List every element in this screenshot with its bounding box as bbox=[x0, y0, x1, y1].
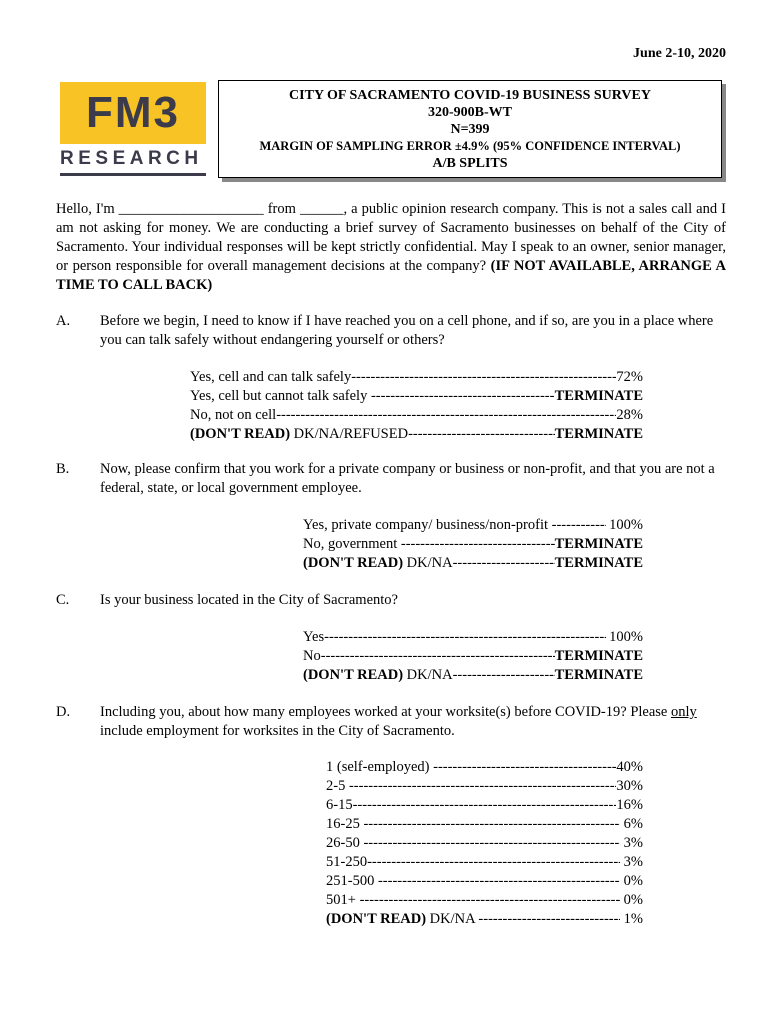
response-leader bbox=[371, 387, 555, 406]
response-leader bbox=[367, 853, 620, 872]
response-row bbox=[303, 647, 643, 666]
response-value: 0% bbox=[620, 873, 643, 889]
response-row bbox=[326, 891, 643, 910]
response-row bbox=[326, 853, 643, 872]
response-row bbox=[190, 406, 643, 425]
response-value: TERMINATE bbox=[554, 648, 643, 664]
response-label: 501+ bbox=[326, 892, 360, 908]
question-text bbox=[100, 703, 726, 741]
response-row bbox=[303, 554, 643, 573]
response-dont-read: (DON'T READ) bbox=[303, 555, 404, 571]
response-label: 1 (self-employed) bbox=[326, 759, 434, 775]
response-leader bbox=[453, 554, 555, 573]
logo-research-text: RESEARCH bbox=[60, 148, 203, 169]
responses-d bbox=[326, 758, 643, 929]
response-row bbox=[303, 628, 643, 647]
response-value: 16% bbox=[616, 797, 643, 813]
question-text: Is your business located in the City of Sacramento? bbox=[100, 592, 398, 608]
response-label: 16-25 bbox=[326, 816, 364, 832]
response-leader bbox=[433, 758, 616, 777]
response-value: 0% bbox=[620, 892, 643, 908]
response-label: 51-250 bbox=[326, 854, 368, 870]
response-row bbox=[326, 815, 643, 834]
response-value: 72% bbox=[616, 369, 643, 385]
margin-of-error: MARGIN OF SAMPLING ERROR ±4.9% (95% CONFIDENCE INTERVAL) bbox=[259, 139, 681, 153]
question-d bbox=[56, 703, 726, 741]
response-leader bbox=[353, 796, 617, 815]
response-leader bbox=[349, 777, 616, 796]
response-value: TERMINATE bbox=[554, 555, 643, 571]
response-label: DK/NA bbox=[403, 555, 453, 571]
response-leader bbox=[351, 368, 616, 387]
response-leader bbox=[401, 535, 555, 554]
responses-b bbox=[303, 516, 643, 573]
response-dont-read: (DON'T READ) bbox=[326, 911, 427, 927]
response-leader bbox=[552, 516, 606, 535]
response-leader bbox=[363, 834, 620, 853]
intro-instruction: (IF NOT AVAILABLE, ARRANGE A TIME TO CALL BACK) bbox=[56, 258, 726, 293]
question-text-emphasis: only bbox=[671, 704, 697, 720]
response-leader bbox=[478, 910, 620, 929]
responses-c bbox=[303, 628, 643, 685]
question-letter: B. bbox=[56, 461, 70, 477]
response-row bbox=[326, 872, 643, 891]
response-dont-read: (DON'T READ) bbox=[303, 667, 404, 683]
response-label: Yes, private company/ business/non-profit bbox=[303, 517, 552, 533]
response-leader bbox=[378, 872, 620, 891]
response-row bbox=[303, 516, 643, 535]
fm3-logo bbox=[60, 82, 208, 178]
response-row bbox=[326, 910, 643, 929]
response-label: No, government bbox=[303, 536, 401, 552]
survey-code: 320-900B-WT bbox=[428, 105, 512, 120]
response-row bbox=[303, 666, 643, 685]
logo-fm3-text: FM3 bbox=[86, 88, 180, 137]
response-dont-read: (DON'T READ) bbox=[190, 426, 291, 442]
response-label: 251-500 bbox=[326, 873, 378, 889]
logo-yellow-box bbox=[60, 82, 206, 144]
logo-underline bbox=[60, 173, 206, 176]
intro-text: Hello, I'm ____________________ from ______, a public opinion research company. This is not a sales call and I am not asking for money. We are conducting a brief survey of Sacramento businesses on behalf of the City of Sacramento. Your individual responses will be kept strictly confidential. May I speak to an owner, senior manager, or person responsible for overall management decisions at the company? bbox=[56, 201, 726, 274]
response-leader bbox=[408, 425, 555, 444]
response-label: DK/NA bbox=[426, 911, 479, 927]
survey-title-box bbox=[218, 80, 722, 178]
question-letter: C. bbox=[56, 592, 70, 608]
response-leader bbox=[324, 628, 605, 647]
response-value: 100% bbox=[605, 629, 643, 645]
survey-date: June 2-10, 2020 bbox=[633, 46, 726, 61]
question-text: Before we begin, I need to know if I have reached you on a cell phone, and if so, are you in a place where you can talk safely without endangering yourself or others? bbox=[100, 313, 714, 348]
question-text: Now, please confirm that you work for a private company or business or non-profit, and that you are not a federal, state, or local government employee. bbox=[100, 461, 715, 496]
response-label: Yes bbox=[303, 629, 325, 645]
response-value: TERMINATE bbox=[554, 536, 643, 552]
question-c bbox=[56, 591, 726, 610]
ab-splits: A/B SPLITS bbox=[432, 156, 508, 171]
response-value: 1% bbox=[620, 911, 643, 927]
response-leader bbox=[360, 891, 620, 910]
response-row bbox=[326, 834, 643, 853]
response-row bbox=[190, 425, 643, 444]
response-label: Yes, cell but cannot talk safely bbox=[190, 388, 371, 404]
response-value: 40% bbox=[616, 759, 643, 775]
response-label: No bbox=[303, 648, 321, 664]
response-row bbox=[303, 535, 643, 554]
response-label: 2-5 bbox=[326, 778, 349, 794]
sample-size: N=399 bbox=[450, 122, 490, 137]
response-label: 26-50 bbox=[326, 835, 364, 851]
response-value: 3% bbox=[620, 835, 643, 851]
response-value: 3% bbox=[620, 854, 643, 870]
survey-title: CITY OF SACRAMENTO COVID-19 BUSINESS SURVEY bbox=[289, 88, 651, 103]
response-leader bbox=[321, 647, 555, 666]
intro-paragraph bbox=[56, 200, 726, 295]
response-label: No, not on cell bbox=[190, 407, 277, 423]
response-row bbox=[190, 387, 643, 406]
response-leader bbox=[453, 666, 555, 685]
response-value: TERMINATE bbox=[554, 667, 643, 683]
response-row bbox=[326, 777, 643, 796]
response-label: 6-15 bbox=[326, 797, 353, 813]
response-value: 30% bbox=[616, 778, 643, 794]
response-value: 6% bbox=[620, 816, 643, 832]
response-leader bbox=[276, 406, 616, 425]
response-label: Yes, cell and can talk safely bbox=[190, 369, 352, 385]
responses-a bbox=[190, 368, 643, 444]
response-value: 100% bbox=[605, 517, 643, 533]
response-label: DK/NA bbox=[403, 667, 453, 683]
question-a bbox=[56, 312, 726, 350]
response-value: TERMINATE bbox=[554, 388, 643, 404]
response-row bbox=[326, 758, 643, 777]
response-row bbox=[326, 796, 643, 815]
response-label: DK/NA/REFUSED bbox=[290, 426, 409, 442]
question-letter: D. bbox=[56, 704, 71, 720]
response-value: TERMINATE bbox=[554, 426, 643, 442]
response-value: 28% bbox=[616, 407, 643, 423]
question-letter: A. bbox=[56, 313, 71, 329]
question-text-before: Including you, about how many employees worked at your worksite(s) before COVID-19? Please bbox=[100, 704, 671, 720]
response-row bbox=[190, 368, 643, 387]
response-leader bbox=[363, 815, 620, 834]
question-b bbox=[56, 460, 726, 498]
question-text-after: include employment for worksites in the City of Sacramento. bbox=[100, 723, 455, 739]
